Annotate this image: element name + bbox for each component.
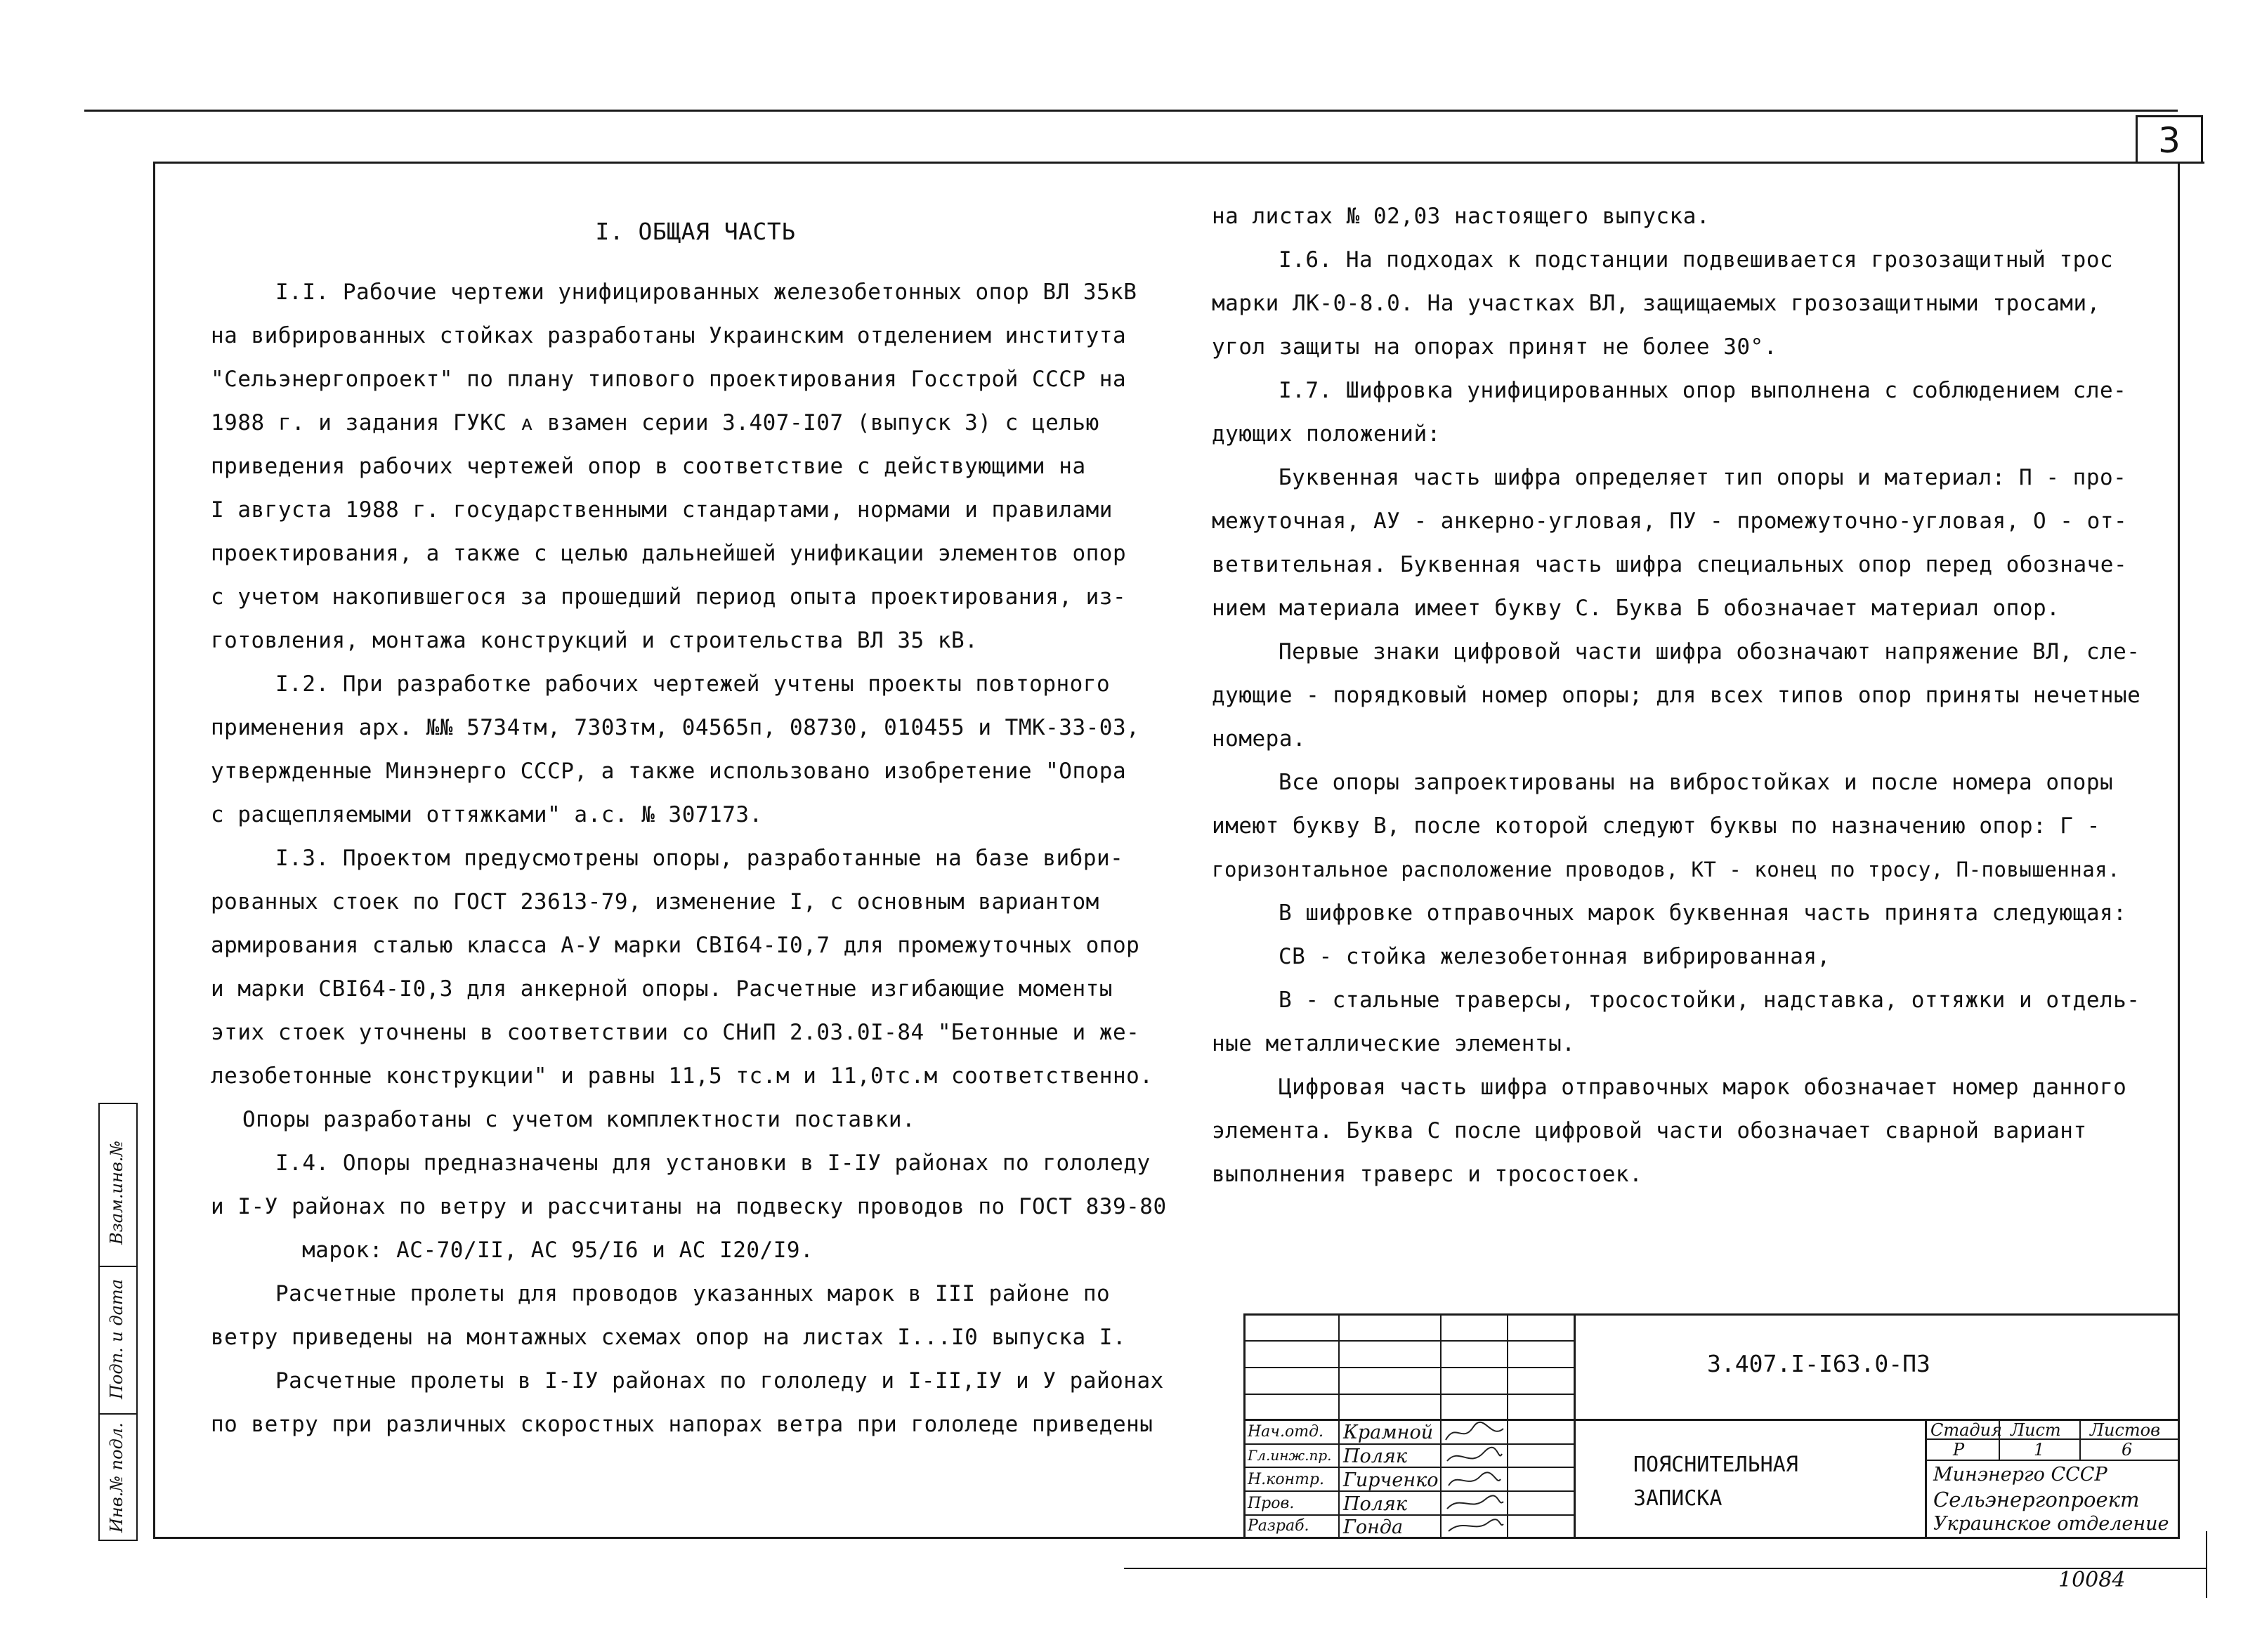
text-line: "Сельэнергопроект" по плану типового проектирования Госстрой СССР на xyxy=(211,367,1127,392)
text-line: этих стоек уточнены в соответствии со СНиП 2.03.0I-84 "Бетонные и же- xyxy=(211,1020,1140,1045)
document-code: 3.407.I-I63.0-ПЗ xyxy=(1707,1350,1930,1377)
text-line: угол защиты на опорах принят не более 30°. xyxy=(1212,334,1777,360)
text-line: Буквенная часть шифра определяет тип опоры и материал: П - про- xyxy=(1279,465,2127,490)
stage-label: Стадия xyxy=(1930,1420,2002,1440)
text-line: Расчетные пролеты в I-IУ районах по гололеду и I-II,IУ и У районах xyxy=(275,1368,1164,1394)
text-line: номера. xyxy=(1212,726,1307,752)
org-line1: Минэнерго СССР xyxy=(1933,1464,2107,1486)
sheet-number-box xyxy=(2136,115,2203,164)
org-line2: Сельэнергопроект xyxy=(1933,1488,2140,1512)
text-line: с учетом накопившегося за прошедший период опыта проектирования, из- xyxy=(211,584,1127,610)
sheets-value: 6 xyxy=(2122,1440,2133,1460)
text-line: на листах № 02,03 настоящего выпуска. xyxy=(1212,204,1711,229)
text-line: и марки СВI64-I0,3 для анкерной опоры. Расчетные изгибающие моменты xyxy=(211,976,1113,1002)
text-line: по ветру при различных скоростных напорах ветра при гололеде приведены xyxy=(211,1412,1153,1437)
podp-data-label: Подп. и дата xyxy=(107,1279,126,1399)
stage-value: Р xyxy=(1953,1440,1965,1460)
sheets-label: Листов xyxy=(2090,1420,2161,1440)
document-title-line2: ЗАПИСКА xyxy=(1633,1486,1723,1511)
text-line: дующих положений: xyxy=(1212,421,1441,447)
text-line: элемента. Буква С после цифровой части обозначает сварной вариант xyxy=(1212,1118,2087,1143)
text-line: Опоры разработаны с учетом комплектности поставки. xyxy=(242,1107,916,1132)
text-line: 1988 г. и задания ГУКС ᴀ взамен серии 3.407-I07 (выпуск 3) с целью xyxy=(211,410,1099,435)
text-line: Цифровая часть шифра отправочных марок обозначает номер данного xyxy=(1279,1075,2127,1100)
text-line: I.6. На подходах к подстанции подвешивается грозозащитный трос xyxy=(1279,247,2114,273)
role-label: Гл.инж.пр. xyxy=(1248,1447,1332,1464)
role-name: Гонда xyxy=(1343,1516,1404,1538)
archive-number: 10084 xyxy=(2058,1568,2126,1592)
text-line: I.I. Рабочие чертежи унифицированных железобетонных опор ВЛ 35кВ xyxy=(275,280,1137,305)
text-line: готовления, монтажа конструкций и строительства ВЛ 35 кВ. xyxy=(211,628,979,653)
role-name: Крамной xyxy=(1343,1422,1434,1443)
role-name: Поляк xyxy=(1343,1446,1407,1467)
role-name: Поляк xyxy=(1343,1493,1407,1515)
text-line: горизонтальное расположение проводов, КТ - конец по тросу, П-повышенная. xyxy=(1212,858,2121,881)
text-line: марок: АС-70/II, АС 95/I6 и АС I20/I9. xyxy=(302,1238,814,1263)
document-title-line1: ПОЯСНИТЕЛЬНАЯ xyxy=(1633,1453,1798,1477)
text-line: Первые знаки цифровой части шифра обозначают напряжение ВЛ, сле- xyxy=(1279,639,2140,664)
text-line: и I-У районах по ветру и рассчитаны на подвеску проводов по ГОСТ 839-80 xyxy=(211,1194,1167,1219)
sheet-value: 1 xyxy=(2034,1440,2045,1460)
role-name: Гирченко xyxy=(1343,1469,1439,1491)
text-line: приведения рабочих чертежей опор в соответствие с действующими на xyxy=(211,454,1086,479)
role-label: Н.контр. xyxy=(1248,1471,1324,1488)
text-line: межуточная, АУ - анкерно-угловая, ПУ - промежуточно-угловая, О - от- xyxy=(1212,509,2128,534)
text-line: ветвительная. Буквенная часть шифра специальных опор перед обозначе- xyxy=(1212,552,2128,577)
role-label: Пров. xyxy=(1248,1495,1295,1512)
text-line: I.4. Опоры предназначены для установки в I-IУ районах по гололеду xyxy=(275,1150,1151,1176)
text-line: Расчетные пролеты для проводов указанных марок в III районе по xyxy=(275,1281,1111,1306)
text-line: Все опоры запроектированы на вибростойках и после номера опоры xyxy=(1279,770,2114,795)
side-stamp xyxy=(98,1103,138,1541)
text-line: СВ - стойка железобетонная вибрированная, xyxy=(1279,944,1831,969)
sheet-label: Лист xyxy=(2011,1420,2061,1440)
text-line: утвержденные Минэнерго СССР, а также использовано изобретение "Опора xyxy=(211,759,1127,784)
text-line: В шифровке отправочных марок буквенная часть принята следующая: xyxy=(1279,900,2127,926)
text-line: армирования сталью класса А-У марки СВI64-I0,7 для промежуточных опор xyxy=(211,933,1140,958)
role-label: Разраб. xyxy=(1248,1517,1309,1535)
inv-podl-label: Инв.№ подл. xyxy=(107,1422,126,1533)
text-line: I августа 1988 г. государственными стандартами, нормами и правилами xyxy=(211,497,1113,523)
text-line: марки ЛК-0-8.0. На участках ВЛ, защищаемых грозозащитными тросами, xyxy=(1212,291,2100,316)
text-line: I.7. Шифровка унифицированных опор выполнена с соблюдением сле- xyxy=(1279,378,2127,403)
text-line: на вибрированных стойках разработаны Украинским отделением института xyxy=(211,323,1127,348)
signature-scribbles xyxy=(1442,1419,1508,1537)
title-block xyxy=(1243,1313,2178,1537)
text-line: лезобетонные конструкции" и равны 11,5 тс.м и 11,0тс.м соответственно. xyxy=(211,1063,1153,1089)
text-line: выполнения траверс и тросостоек. xyxy=(1212,1162,1643,1187)
org-line3: Украинское отделение xyxy=(1933,1513,2169,1535)
text-line: проектирования, а также с целью дальнейшей унификации элементов опор xyxy=(211,541,1127,566)
text-line: нием материала имеет букву С. Буква Б обозначает материал опор. xyxy=(1212,596,2060,621)
sheet-number: 3 xyxy=(2158,120,2181,161)
text-line: В - стальные траверсы, тросостойки, надставка, оттяжки и отдель- xyxy=(1279,988,2140,1013)
text-line: имеют букву В, после которой следуют буквы по назначению опор: Г - xyxy=(1212,813,2100,839)
text-line: с расщепляемыми оттяжками" а.с. № 307173. xyxy=(211,802,763,827)
text-line: рованных стоек по ГОСТ 23613-79, изменение I, с основным вариантом xyxy=(211,889,1099,914)
text-line: дующие - порядковый номер опоры; для всех типов опор приняты нечетные xyxy=(1212,683,2141,708)
text-line: I.2. При разработке рабочих чертежей учтены проекты повторного xyxy=(275,671,1111,697)
section-heading: I. ОБЩАЯ ЧАСТЬ xyxy=(595,218,796,245)
text-line: применения арх. №№ 5734тм, 7303тм, 04565п, 08730, 010455 и ТМК-33-03, xyxy=(211,715,1140,740)
role-label: Нач.отд. xyxy=(1248,1423,1324,1441)
text-line: ветру приведены на монтажных схемах опор на листах I...I0 выпуска I. xyxy=(211,1325,1127,1350)
vzam-inv-label: Взам.инв.№ xyxy=(107,1140,126,1245)
text-line: I.3. Проектом предусмотрены опоры, разработанные на базе вибри- xyxy=(275,846,1124,871)
text-line: ные металлические элементы. xyxy=(1212,1031,1576,1056)
